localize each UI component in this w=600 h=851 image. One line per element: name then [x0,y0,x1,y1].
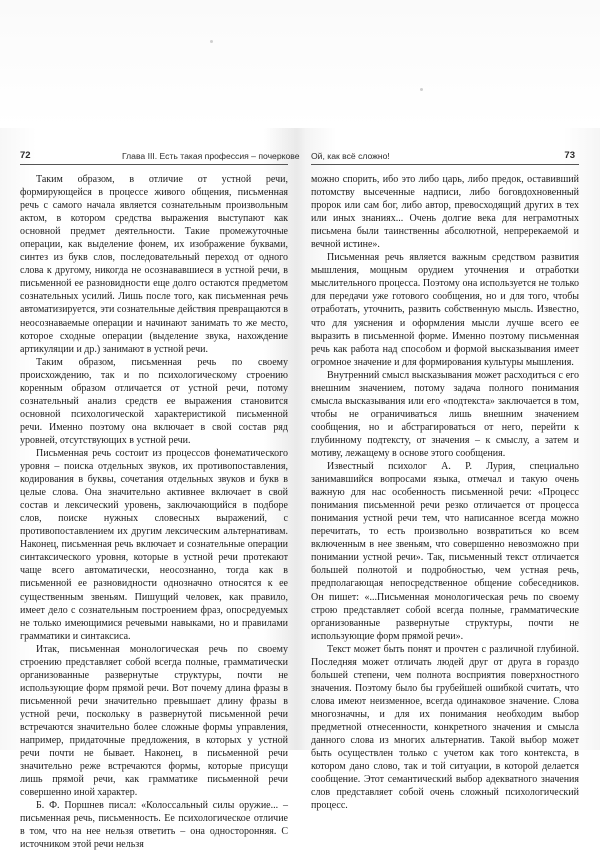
right-page-number: 73 [564,150,575,161]
scan-speck [420,88,423,91]
paragraph: Внутренний смысл высказывания может расходиться с его внешним значением, потому задача полного понимания смысла высказывания или его «подтекста» заключается в том, чтобы не ограничиваться лишь внешним значением сообщения, но и абстрагироваться от него, перейти к глубинному подтексту, от значения – к смыслу, а затем и мотиву, лежащему в основе этого сообщения. [311,369,579,459]
right-page-body [311,173,579,812]
left-page-body [20,173,288,851]
right-page [311,148,579,812]
right-running-header: Ой, как всё сложно! [311,151,390,161]
left-page [20,148,300,851]
paragraph: Таким образом, письменная речь по своему происхождению, так и по психологическому строению коренным образом отличается от устной речи, потому сознательный анализ средств ее выражения становится основной психологической характеристикой письменной речи. Именно поэтому она включает в свой состав ряд уровней, отсутствующих в устной речи. [20,356,288,446]
left-page-number: 72 [20,150,31,161]
paragraph: можно спорить, ибо это либо царь, либо предок, оставивший потомству высеченные надписи, либо боговдохновенный пророк или сам бог, либо автор, превосходящий других в тех или иных знаниях... Очень долгие века для неграмотных письмена были таинственны абсолютной, непререкаемой и вечной истине». [311,174,579,251]
paragraph: Известный психолог А. Р. Лурия, специально занимавшийся вопросами языка, отмечал и такую очень важную для нас особенность письменной речи: «Процесс понимания письменной речи резко отличается от процесса понимания устной речи тем, что написанное всегда можно перечитать, то есть произвольно возвратиться ко всем включенным в нее звеньям, что совершенно невозможно при понимании устной речи». Так, письменный текст отличается большей полнотой и подробностью, чем устная речь, предполагающая непосредственное общение собеседников. Он пишет: «...Письменная монологическая речь по своему строю представляет собой всегда полные, грамматические организованные развернутые структуры, почти не использующие форм прямой речи». [311,461,579,642]
left-running-header: Глава III. Есть такая профессия – почеркове [122,151,300,161]
paragraph: Письменная речь является важным средством развития мышления, мощным орудием уточнения и отработки мыслительного процесса. Поэтому она используется не только для передачи уже готового сообщения, но и для того, чтобы отработать, уточнить, развить собственную мысль. Известно, что для уяснения и оформления мысли лучше всего ее выразить в письменной форме. Именно поэтому письменная речь как работа над способом и формой высказывания имеет огромное значение и для формирования культуры мышления. [311,252,579,368]
paragraph: Письменная речь состоит из процессов фонематического уровня – поиска отдельных звуков, их противопоставления, кодирования в буквы, сочетания отдельных звуков и букв в целые слова. Она значительно активнее включает в свой состав и лексический уровень, заключающийся в подборе слов, поиске нужных словесных выражений, с противопоставлением их другим лексическим альтернативам. Наконец, письменная речь включает и сознательные операции синтаксического уровня, которые в устной речи протекают чаще всего автоматически, неосознанно, тогда как в письменной ее разновидности однозначно относятся к ее существенным звеньям. Пишущий человек, как правило, имеет дело с сознательным построением фраз, опосредуемых не только имеющимися речевыми навыками, но и правилами грамматики и синтаксиса. [20,447,288,642]
left-page-header [20,148,300,165]
blank-top-margin [0,0,600,128]
paragraph: Итак, письменная монологическая речь по своему строению представляет собой всегда полные, грамматически организованные развернутые структуры, почти не использующие форм прямой речи. Вот почему длина фразы в письменной речи значительно превышает длину фразы в устной речи, поскольку в развернутой письменной речи встречаются значительно более сложные формы управления, например, придаточные предложения, в которых у устной речи почти не бывает. Наконец, в письменной речи значительно реже встречаются формы, которые присущи лишь прямой речи, как грамматике письменной речи совершенно иной характер. [20,643,288,799]
paragraph: Б. Ф. Поршнев писал: «Колоссальный силы оружие... – письменная речь, письменность. Ее психологическое отличие в том, что на нее нельзя ответить – она односторонняя. С источником этой речи нельзя [20,800,288,851]
right-page-header [311,148,579,165]
paragraph: Таким образом, в отличие от устной речи, формирующейся в процессе живого общения, письменная речь с самого начала является сознательным произвольным актом, в котором средства выражения выступают как основной предмет деятельности. Такие промежуточные операции, как выделение фонем, их изображение буквами, синтез из букв слов, последовательный переход от одного слова к другому, никогда не осознававшиеся в устной речи, в письменной ее разновидности еще долго остаются предметом сознательных усилий. Лишь после того, как письменная речь автоматизируется, эти сознательные действия превращаются в неосознаваемые операции и начинают занимать то же место, которое сходные операции (выделение звука, нахождение артикуляции и др.) занимают в устной речи. [20,174,288,355]
paragraph: Текст может быть понят и прочтен с различной глубиной. Последняя может отличать людей друг от друга в гораздо большей степени, чем полнота восприятия поверхностного значения. Поэтому было бы грубейшей ошибкой считать, что слова имеют неизменное, всегда одинаковое значение. Слова многозначны, и для их понимания необходим выбор предметной отнесенности, конкретного значения и смысла данного слова из многих альтернатив. Такой выбор может быть осуществлен только с учетом как того контекста, в котором дано слово, так и той ситуации, в которой делается сообщение. Этот семантический выбор адекватного значения слов представляет собой очень сложный психологический процесс. [311,643,579,812]
scan-speck [210,40,213,43]
